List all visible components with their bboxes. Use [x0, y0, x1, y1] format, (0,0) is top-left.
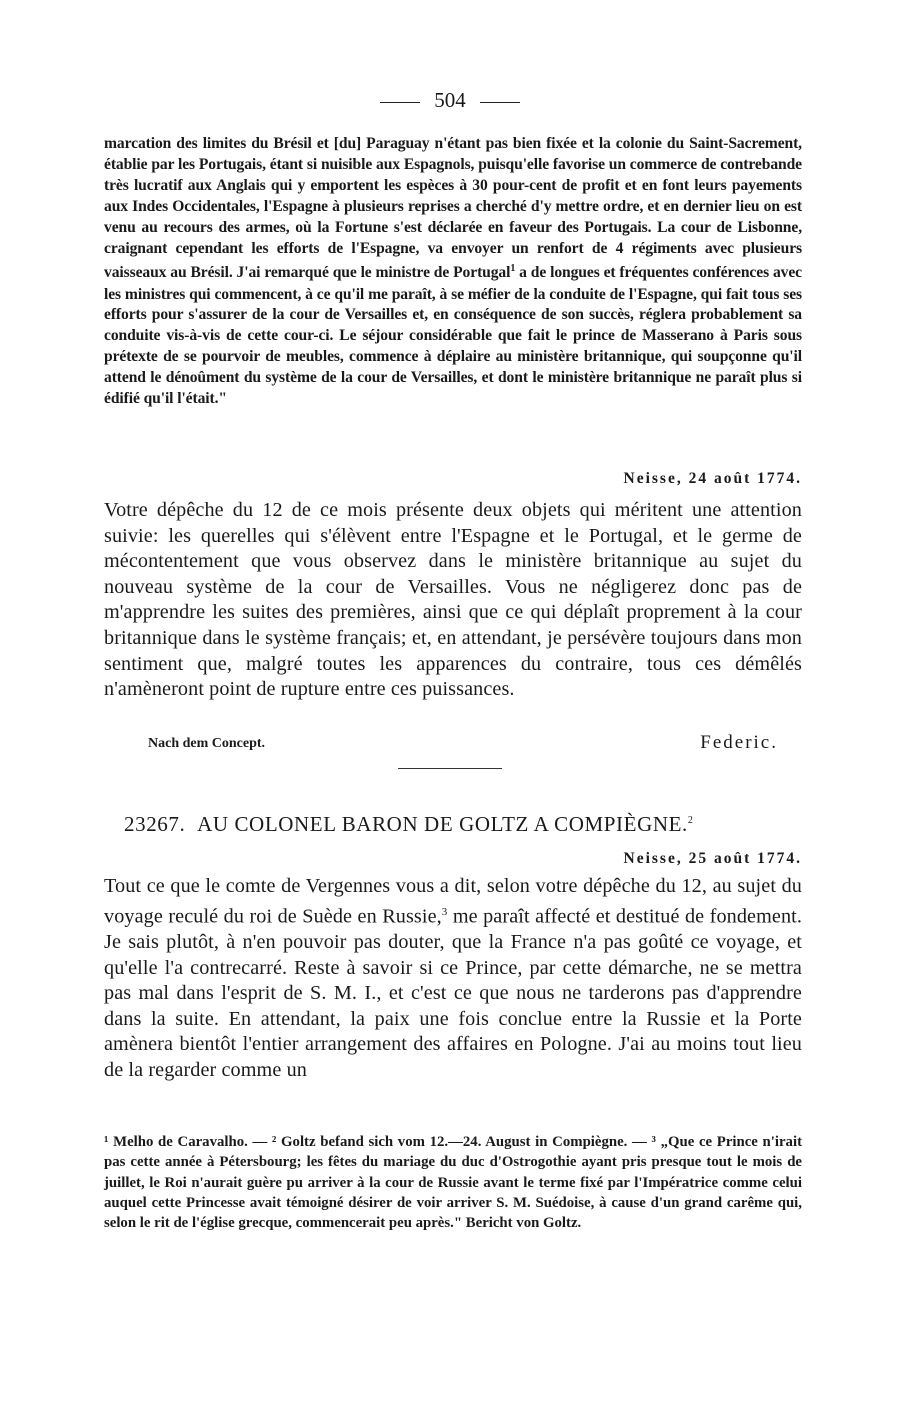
letter2-title: AU COLONEL BARON DE GOLTZ A COMPIÈGNE.	[197, 812, 688, 836]
letter1-body: Votre dépêche du 12 de ce mois présente deux objets qui méritent une attention suivie: les querelles qui s'élèvent entre l'Espagne et le Portugal, et le germe de mécontentement que vous observez dans le ministère britannique au sujet du nouveau système de la cour de Versailles. Vous ne négligerez donc pas de m'apprendre les suites des premières, ainsi que ce qui déplaît proprement à la cour britannique dans le système français; et, en attendant, je persévère toujours dans mon sentiment que, malgré toutes les apparences du contraire, tous ces démêlés n'amèneront point de rupture entre ces puissances.	[104, 499, 802, 701]
footnotes: ¹ Melho de Caravalho. — ² Goltz befand sich vom 12.—24. August in Compiègne. — ³ „Que ce Prince n'irait pas cette année à Pétersbourg; les fêtes du mariage du duc d'Ostrogothie ayant pris presque tout le mois de juillet, le Roi n'aurait guère pu arriver à la cour de Russie avant le terme fixé par l'Impératrice comme celui auquel cette Princesse avait témoigné désirer de voir arriver S. M. Suédoise, à cause d'un grand carême qui, selon le rit de l'église grecque, commencerait peu après." Bericht von Goltz.	[104, 1134, 802, 1232]
letter1-footer	[104, 734, 802, 758]
letter1-place-date: Neisse, 24 août 1774.	[623, 470, 802, 487]
letter2-place-date: Neisse, 25 août 1774.	[623, 850, 802, 867]
section-divider	[398, 768, 502, 769]
letter2-heading	[124, 812, 694, 837]
letter2-body: Tout ce que le comte de Vergennes vous a dit, selon votre dépêche du 12, au sujet du voyage reculé du roi de Suède en Russie,$^3$ me paraît affecté et destitué de fondement. Je sais plutôt, à n'en pouvoir pas douter, que la France n'a pas goûté ce voyage, et qu'elle l'a contrecarré. Reste à savoir si ce Prince, par cette démarche, ne se mettra pas mal dans l'esprit de S. M. I., et c'est ce que nous ne tarderons pas d'apprendre dans la suite. En attendant, la paix une fois conclue entre la Russie et la Porte amènera bientôt l'entier arrangement des affaires en Pologne. J'ai au moins tout lieu de la regarder comme un	[104, 875, 802, 1081]
page-number: 504	[434, 88, 466, 112]
letter1-signature: Federic.	[700, 732, 778, 753]
footnote-ref-1: 1	[510, 263, 516, 275]
header-dash-right	[480, 102, 520, 103]
quoted-report-continuation: marcation des limites du Brésil et [du] Paraguay n'étant pas bien fixée et la colonie du Saint-Sacrement, établie par les Portugais, étant si nuisible aux Espagnols, puisqu'elle favorise un commerce de contrebande très lucratif aux Anglais qui y emportent les espèces à 30 pour-cent de profit et en font leurs payements aux Indes Occidentales, l'Espagne à plusieurs reprises a cherché d'y mettre ordre, et en dernier lieu on est venu au recours des armes, où la Fortune s'est déclarée en faveur des Portugais. La cour de Lisbonne, craignant cependant les efforts de l'Espagne, va envoyer un renfort de 4 régiments avec plusieurs vaisseaux au Brésil. J'ai remarqué que le ministre de Portugal$^1$ a de longues et fréquentes conférences avec les ministres qui commencent, à ce qu'il me paraît, à se méfier de la conduite de l'Espagne, qui fait tous ses efforts pour s'assurer de la cour de Versailles et, en conséquence de son succès, réglera probablement sa conduite vis-à-vis de cette cour-ci. Le séjour considérable que fait le prince de Masserano à Paris sous prétexte de se pourvoir de meubles, commence à déplaire au ministère britannique, qui soupçonne qu'il attend le dénoûment du système de la cour de Versailles, et dont le ministère britannique ne paraît plus si édifié qu'il l'était."	[104, 135, 802, 408]
letter2-number: 23267.	[124, 812, 186, 836]
footnote-ref-2: 2	[687, 815, 694, 826]
header-dash-left	[380, 102, 420, 103]
page-header	[0, 88, 900, 113]
footnote-ref-3: 3	[441, 905, 448, 918]
letter1-source: Nach dem Concept.	[148, 736, 266, 751]
